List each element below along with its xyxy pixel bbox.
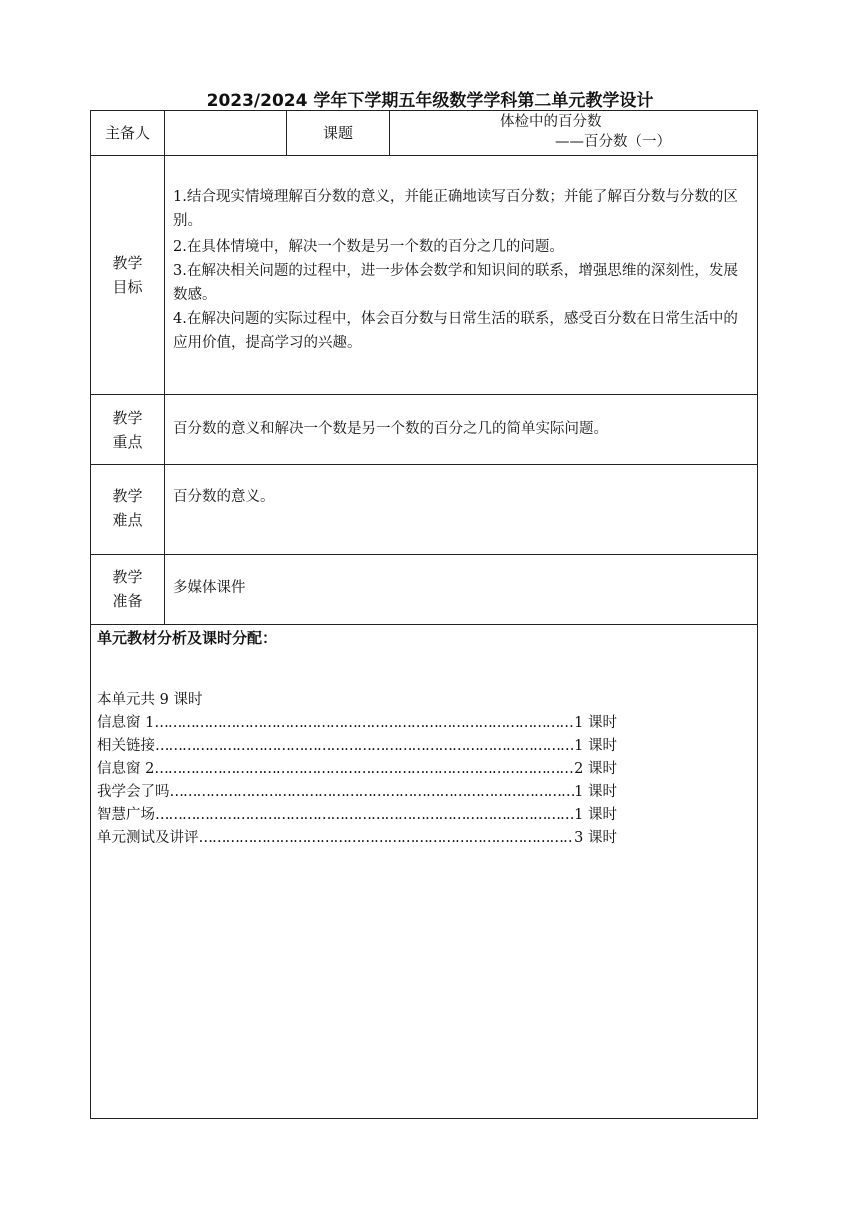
- difficulties-text: 百分数的意义。: [173, 489, 275, 505]
- total-hours: 本单元共 9 课时: [97, 692, 203, 708]
- document-title: 2023/2024 学年下学期五年级数学学科第二单元教学设计: [206, 91, 654, 111]
- row-divider: [91, 155, 757, 156]
- schedule-row: 单元测试及讲评 ………………………………………………………………………………………… 3 课时: [97, 827, 617, 850]
- schedule-list: [97, 689, 617, 850]
- difficulties-label: 教学 难点: [112, 487, 143, 529]
- schedule-row: 信息窗 1 ………………………………………………………………………………………… 1 课时: [97, 712, 617, 735]
- row-divider: [91, 554, 757, 555]
- schedule-row: 相关链接 ………………………………………………………………………………………… 1 课时: [97, 735, 617, 758]
- schedule-row: 信息窗 2 ………………………………………………………………………………………… 2 课时: [97, 758, 617, 781]
- row-divider: [91, 394, 757, 395]
- preparation-text: 多媒体课件: [173, 580, 246, 596]
- key-points-label: 教学 重点: [112, 409, 143, 451]
- preparer-value: [165, 111, 285, 155]
- preparer-label: 主备人: [104, 124, 150, 142]
- schedule-row: 智慧广场 ………………………………………………………………………………………… 1 课时: [97, 804, 617, 827]
- schedule-row: 我学会了吗 ………………………………………………………………………………………… 1 课时: [97, 781, 617, 804]
- column-divider: [164, 111, 165, 624]
- topic-label: 课题: [322, 124, 353, 142]
- row-divider: [91, 464, 757, 465]
- key-points-text: 百分数的意义和解决一个数是另一个数的百分之几的简单实际问题。: [173, 421, 608, 437]
- goal-item: 2.在具体情境中，解决一个数是另一个数的百分之几的问题。: [173, 239, 564, 255]
- row-divider: [91, 624, 757, 625]
- topic-subtitle: ——百分数（一）: [555, 134, 671, 150]
- goals-list: [173, 185, 749, 355]
- topic-title: 体检中的百分数: [500, 114, 602, 130]
- goals-label: 教学 目标: [112, 254, 143, 296]
- preparation-label: 教学 准备: [112, 568, 143, 610]
- goal-item: 3.在解决相关问题的过程中，进一步体会数学和知识间的联系，增强思维的深刻性，发展数感。: [173, 263, 738, 303]
- lesson-plan-table: [90, 110, 758, 1119]
- analysis-title: 单元教材分析及课时分配：: [97, 629, 278, 647]
- topic-value: [390, 112, 758, 154]
- goal-item: 1.结合现实情境理解百分数的意义，并能正确地读写百分数；并能了解百分数与分数的区别。: [173, 189, 738, 229]
- goal-item: 4.在解决问题的实际过程中，体会百分数与日常生活的联系，感受百分数在日常生活中的应用价值，提高学习的兴趣。: [173, 311, 738, 351]
